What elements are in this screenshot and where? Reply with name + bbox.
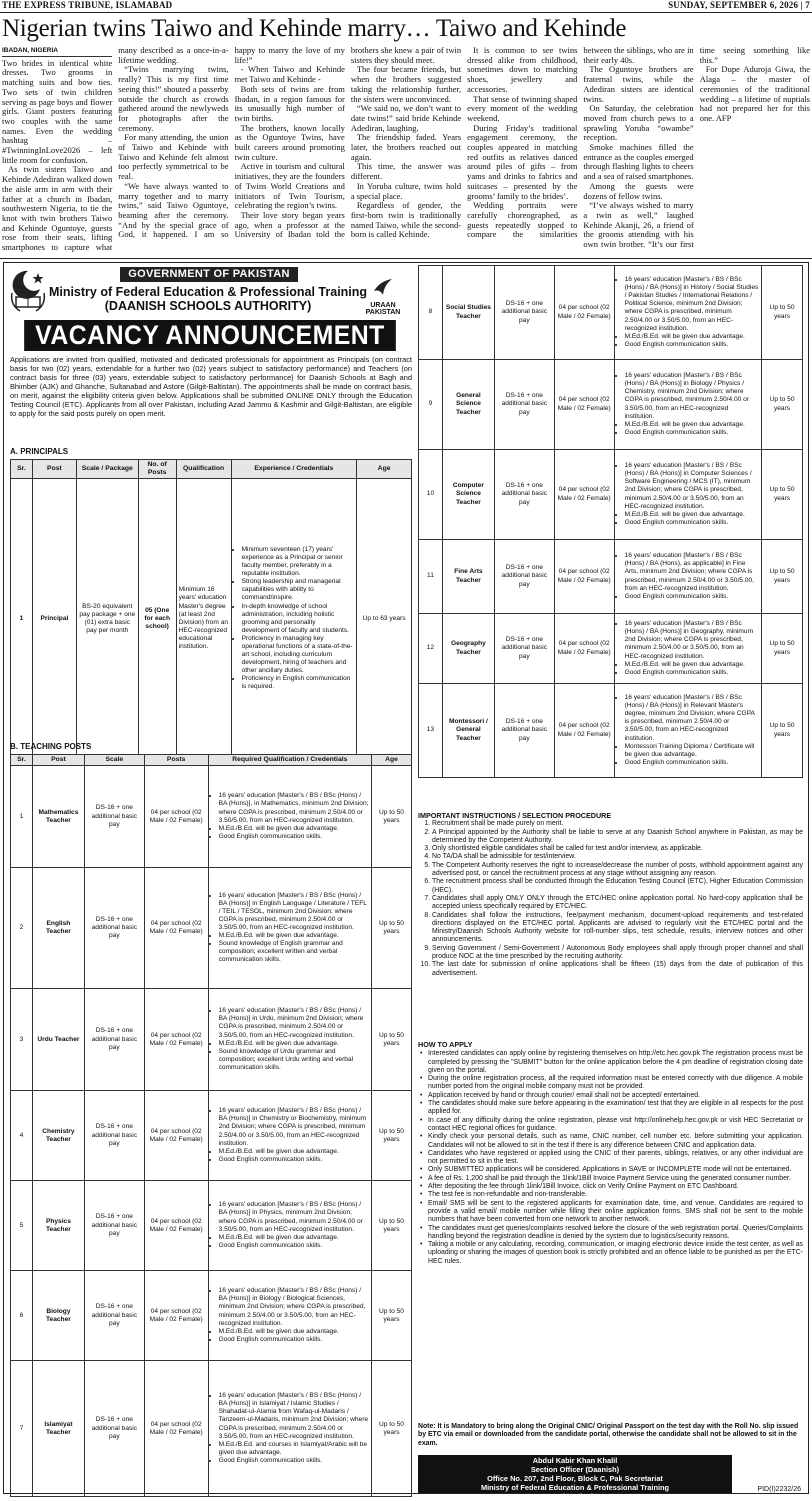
column-header: Age <box>372 755 412 766</box>
posts-cell: 04 per school (02 Male / 02 Female) <box>144 1271 208 1361</box>
column-header: Posts <box>144 755 208 766</box>
scale-cell: DS-16 + one additional basic pay <box>494 450 554 540</box>
sr-cell: 1 <box>11 479 33 759</box>
instruction-item: 7. Candidates shall apply ONLY ONLY through the ETC/HEC online application portal. No hard-copy application shall be accepted unless specifically required by ETC/HEC. <box>432 895 803 912</box>
article-paragraph: Active in tourism and cultural initiatives, they are the founders of Twins World Creations and initiators of Twin Tourism, celebrating the region’s twins. <box>234 161 345 211</box>
qualification-cell: Minimum 16 years' education Master's degree (at least 2nd Division) from an HEC-recognized educational institution. <box>176 479 231 759</box>
scale-cell: DS-16 + one additional basic pay <box>84 1361 144 1497</box>
column-header: Qualification <box>176 460 231 479</box>
article-paragraph: The friendship faded. Years later, the brothers reached out again. <box>350 132 462 162</box>
list-item: • 16 years' education [Master's / BS / BSc (Hons) / BA (Hons), as applicable] in Fine Arts, minimum 2nd Division; where CGPA is prescribed, minimum 2.50/4.00 or 3.50/5.00, from an HEC-recognized institution. <box>625 552 760 592</box>
signatory-city: Islamabad <box>556 1492 594 1501</box>
scale-cell: DS-16 + one additional basic pay <box>84 1181 144 1271</box>
qualification-list <box>617 552 760 601</box>
age-cell: Up to 50 years <box>762 684 803 778</box>
post-cell: General Science Teacher <box>442 360 494 450</box>
sr-cell: 6 <box>11 1271 33 1361</box>
experience-list <box>234 546 355 692</box>
instruction-item: 3. Only shortlisted eligible candidates shall be called for test and/or interview, as applicable. <box>432 845 803 853</box>
article-paragraph: The Oguntoye brothers are fraternal twins, while the Adediran sisters are identical twins. <box>583 64 694 104</box>
table-row <box>11 1091 412 1181</box>
list-item: • M.Ed./B.Ed. will be given due advantage. <box>219 1148 369 1156</box>
list-item: • Proficiency in English communication is required. <box>242 675 355 691</box>
list-item: • 16 years' education [Master's / BS / BSc (Hons) / BA (Hons)] in Relevant Master's degree, minimum 2nd Division; where CGPA is prescribed, minimum 2.50/4.00 or 3.50/5.00, from an HEC-recognized institution. <box>625 694 760 743</box>
post-cell: Biology Teacher <box>32 1271 84 1361</box>
article-paragraph: On Saturday, the celebration moved from church pews to a sprawling Yoruba “owambe” reception. <box>583 103 694 143</box>
age-cell: Up to 50 years <box>372 1181 412 1271</box>
list-item: • 16 years' education [Master's / BS / BSc (Hons) / BA (Hons)] in Urdu, minimum 2nd Division; where CGPA is prescribed, minimum 2.50/4.00 or 3.50/5.00, from an HEC-recognized institution. <box>219 1007 369 1039</box>
column-header: No. of Posts <box>138 460 176 479</box>
article-paragraph: Two brides in identical white dresses. Two grooms in matching suits and bow ties. Two sets of twin children serving as page boys and flower girls. Giant posters featuring two couples with the same names. Even the wedding hashtag – #TwinningInLove2026 – left little room for confusion. <box>2 57 113 165</box>
column-header: Sr. <box>11 460 33 479</box>
posts-cell: 05 (One for each school) <box>138 479 176 759</box>
post-cell: Physics Teacher <box>32 1181 84 1271</box>
ministry-name: Ministry of Federal Education & Professional Training <box>48 285 368 299</box>
sr-cell: 5 <box>11 1181 33 1271</box>
list-item: • Good English communication skills. <box>625 593 760 601</box>
signatory-box <box>418 1455 732 1501</box>
post-cell: Principal <box>32 479 76 759</box>
list-item: • Good English communication skills. <box>625 669 760 677</box>
sr-cell: 10 <box>419 450 443 540</box>
list-item: • M.Ed./B.Ed. will be given due advantage. <box>625 661 760 669</box>
list-item: • Good English communication skills. <box>219 1242 369 1250</box>
list-item: • Sound knowledge of Urdu grammar and composition; excellent Urdu writing and verbal communication skills. <box>219 1048 369 1072</box>
scale-cell: DS-16 + one additional basic pay <box>84 1091 144 1181</box>
sr-cell: 2 <box>11 868 33 989</box>
age-cell: Up to 50 years <box>372 766 412 868</box>
instructions-heading: IMPORTANT INSTRUCTIONS / SELECTION PROCEDURE <box>418 811 612 820</box>
scale-cell: DS-16 + one additional basic pay <box>494 266 554 360</box>
instruction-item: 5. The Competent Authority reserves the right to increase/decrease the number of posts, withhold appointment against any advertised post, or cancel the recruitment process at any stage without assigning any reason. <box>432 862 803 879</box>
list-item: • M.Ed./B.Ed. will be given due advantage. <box>625 333 760 341</box>
posts-cell: 04 per school (02 Male / 02 Female) <box>554 684 614 778</box>
table-row <box>11 868 412 989</box>
article-paragraph: Regardless of gender, the first-born twin is traditionally named Taiwo, while the second-born is called Kehinde. <box>350 200 462 240</box>
how-to-apply-item: • Taking a mobile or any calculating, recording, communication, or imaging electronic device inside the test center, as well as uploading or sharing the images of question book is strictly prohibited and an offence liable to be punished as per the ETC-HEC rules. <box>428 1241 803 1266</box>
qualification-cell <box>614 360 762 450</box>
how-to-apply-item: • Application received by hand or through courier/ email shall not be accepted/ entertained. <box>428 1092 803 1100</box>
age-cell: Up to 50 years <box>372 1091 412 1181</box>
sr-cell: 1 <box>11 766 33 868</box>
qualification-cell <box>614 266 762 360</box>
qualification-cell <box>208 1361 371 1497</box>
scale-cell: DS-16 + one additional basic pay <box>494 540 554 614</box>
list-item: • Minimum seventeen (17) years' experience as a Principal or senior faculty member, preferably in a reputable institution. <box>242 546 355 578</box>
qualification-list <box>617 276 760 349</box>
article-paragraph: The four became friends, but when the brothers suggested taking the relationship further, the sisters were unconvinced. <box>350 64 462 104</box>
list-item: • Good English communication skills. <box>219 1156 369 1164</box>
qualification-list <box>617 372 760 437</box>
list-item: • 16 years' education [Master's / BS / BSc (Hons) / BA (Hons)] in Geography, minimum 2nd Division; where CGPA is prescribed, minimum 2.50/4.00 or 3.50/5.00, from an HEC-recognized institution. <box>625 620 760 660</box>
article-paragraph: In Yoruba culture, twins hold a special place. <box>350 180 462 201</box>
sr-cell: 9 <box>419 360 443 450</box>
qualification-cell <box>208 766 371 868</box>
table-row <box>419 450 803 540</box>
article-paragraph: The brothers, known locally as the Oguntoye Twins, have built careers around promoting twin culture. <box>234 122 345 162</box>
qualification-cell <box>614 540 762 614</box>
how-to-apply-item: • During the online registration process, all the required information must be entered correctly with due diligence. A mobile number ported from the original mobile company must not be provided. <box>428 1075 803 1092</box>
qualification-list <box>211 1287 369 1344</box>
signatory-designation: Section Officer (Daanish) <box>530 1465 620 1474</box>
teaching-posts-heading: B. TEACHING POSTS <box>10 742 92 751</box>
vacancy-title: VACANCY ANNOUNCEMENT <box>24 320 396 351</box>
qualification-list <box>211 1107 369 1164</box>
post-cell: Geography Teacher <box>442 614 494 684</box>
table-row <box>419 684 803 778</box>
list-item: • Strong leadership and managerial capabilities with ability to command/inspire. <box>242 578 355 602</box>
article-body <box>2 46 810 256</box>
post-cell: Islamiyat Teacher <box>32 1361 84 1497</box>
how-to-apply-item: • Candidates who have registered or applied using the CNIC of their parents, siblings, relatives, or any other individual are not permitted to sit in the test. <box>428 1150 803 1167</box>
list-item: • Proficiency in managing key operational functions of a state-of-the-art school, including curriculum development, hiring of teachers and other ancillary duties. <box>242 635 355 675</box>
post-cell: Mathematics Teacher <box>32 766 84 868</box>
vacancy-advertisement <box>3 262 809 1501</box>
government-emblem-icon <box>8 267 48 315</box>
qualification-list <box>617 620 760 677</box>
how-to-apply-section <box>418 1041 803 1266</box>
list-item: • M.Ed./B.Ed. will be given due advantage. <box>219 1040 369 1048</box>
qualification-list <box>211 792 369 841</box>
posts-cell: 04 per school (02 Male / 02 Female) <box>144 1091 208 1181</box>
scale-cell: DS-16 + one additional basic pay <box>84 766 144 868</box>
article-paragraph: This time, the answer was different. <box>350 161 462 182</box>
teaching-posts-table <box>10 754 412 1497</box>
posts-cell: 04 per school (02 Male / 02 Female) <box>554 266 614 360</box>
posts-cell: 04 per school (02 Male / 02 Female) <box>554 614 614 684</box>
list-item: • 16 years' education [Master's / BS / BSc (Hons) / BA (Hons)] in History / Social Studies / Pakistan Studies / International Relations / Political Science, minimum 2nd Division; where CGPA is prescribed, minimum 2.50/4.00 or 3.50/5.00, from an HEC-recognized institution. <box>625 276 760 333</box>
qualification-cell <box>208 868 371 989</box>
posts-cell: 04 per school (02 Male / 02 Female) <box>144 868 208 989</box>
list-item: • Good English communication skills. <box>625 429 760 437</box>
qualification-cell <box>614 450 762 540</box>
instruction-item: 6. The recruitment process shall be conducted through the Education Testing Council (ETC), Higher Education Commission (HEC). <box>432 878 803 895</box>
qualification-cell <box>208 1181 371 1271</box>
how-to-apply-item: • The candidates must get queries/complaints resolved before the closure of the web registration portal. Queries/Complaints handling beyond the registration deadline is denied by the system due to logistics/security reasons. <box>428 1225 803 1242</box>
qualification-list <box>211 1201 369 1250</box>
teaching-posts-table-continued <box>418 265 803 778</box>
article-paragraph: That sense of twinning shaped every moment of the wedding weekend. <box>467 93 578 123</box>
qualification-cell <box>208 1271 371 1361</box>
table-row <box>11 766 412 868</box>
scale-cell: DS-16 + one additional basic pay <box>494 614 554 684</box>
posts-cell: 04 per school (02 Male / 02 Female) <box>554 450 614 540</box>
article-paragraph: - When Taiwo and Kehinde met Taiwo and Kehinde - <box>234 64 345 85</box>
posts-cell: 04 per school (02 Male / 02 Female) <box>144 766 208 868</box>
post-cell: Chemistry Teacher <box>32 1091 84 1181</box>
list-item: • 16 years' education [Master's / BS / BSc (Hons) / BA (Hons)] in Biology / Physics / Chemistry, minimum 2nd Division; where CGPA is prescribed, minimum 2.50/4.00 or 3.50/5.00, from an HEC-recognized institution. <box>625 372 760 421</box>
sr-cell: 4 <box>11 1091 33 1181</box>
how-to-apply-item: • Interested candidates can apply online by registering themselves on http://etc.hec.gov.pk The registration process must be completed by pressing the "SUBMIT" button for the online application before the 4 pm deadline of registration closing date given on the portal. <box>428 1050 803 1075</box>
age-cell: Up to 50 years <box>762 450 803 540</box>
instructions-list <box>418 820 803 978</box>
qualification-cell <box>208 1091 371 1181</box>
table-row <box>419 540 803 614</box>
list-item: • Good English communication skills. <box>219 833 369 841</box>
instruction-item: 8. Candidates shall follow the instructions, fee/payment mechanism, document-upload requirements and test-related directions displayed on the ETC/HEC portal. Applicants are advised to regularly visit the ETC/HEC portal and the Ministry/Daanish Schools Authority website for roll-number slips, test schedule, results, interview notices and other announcements. <box>432 912 803 945</box>
article-paragraph: Their love story began years ago, when a professor at the University of Ibadan told the brothers she knew a pair of twin sisters they should meet. <box>234 45 462 240</box>
sr-cell: 11 <box>419 540 443 614</box>
list-item: • 16 years' education [Master's / BS / BSc (Hons) / BA (Hons)] in Computer Sciences / Software Engineering / MCS (IT), minimum 2nd Division; where CGPA is prescribed, minimum 2.50/4.00 or 3.50/5.00, from an HEC-recognized institution. <box>625 462 760 511</box>
column-header: Post <box>32 755 84 766</box>
qualification-list <box>211 892 369 965</box>
table-row <box>419 614 803 684</box>
article-byline: IBADAN, NIGERIA <box>2 46 112 57</box>
how-to-apply-item: • Email/ SMS will be sent to the registered applicants for examination date, time, and venue. Candidates are required to provide a valid email/ mobile number while filling their online application forms. SMS shall not be sent to the mobile numbers that have been converted from one network to another network. <box>428 1200 803 1225</box>
instruction-item: 10. The last date for submission of online applications shall be fifteen (15) days from the date of publication of this advertisement. <box>432 961 803 978</box>
list-item: • Good English communication skills. <box>625 341 760 349</box>
list-item: • M.Ed./B.Ed. will be given due advantage. <box>625 421 760 429</box>
table-row <box>419 360 803 450</box>
post-cell: Fine Arts Teacher <box>442 540 494 614</box>
experience-cell <box>231 479 357 759</box>
list-item: • M.Ed./B.Ed. will be given due advantage. <box>219 1328 369 1336</box>
list-item: • M.Ed./B.Ed. and courses in Islamiyat/Arabic will be given due advantage. <box>219 1441 369 1457</box>
sr-cell: 7 <box>11 1361 33 1497</box>
sr-cell: 12 <box>419 614 443 684</box>
uraan-pakistan-logo <box>353 277 413 317</box>
article-paragraph: “Twins marrying twins, really? This is my first time seeing this!” shouted a passerby outside the church as crowds gathered around the newlyweds for photographs after the ceremony. <box>118 64 229 133</box>
how-to-apply-item: • In case of any difficulty during the online registration, please visit http://onlinehelp.hec.gov.pk or visit HEC Secretariat or contact HEC regional offices for guidance. <box>428 1117 803 1134</box>
article-paragraph: For Dupe Aduroja Giwa, the Alaga – the master of ceremonies of the traditional wedding – a lifetime of nuptials had not prepared her for this one. AFP <box>699 64 810 123</box>
list-item: • 16 years' education [Master's / BS / BSc (Hons) / BA (Hons)], in Mathematics, minimum 2nd Division; where CGPA is prescribed, minimum 2.50/4.00 or 3.50/5.00, from an HEC-recognized institution. <box>219 792 369 824</box>
age-cell: Up to 50 years <box>372 868 412 989</box>
column-header: Age <box>357 460 412 479</box>
list-item: • 16 years' education [Master's / BS / BSc (Hons) / BA (Hons)] in Islamiyat / Islamic Studies / Shahadat-ul-Alamia from Wafaq-ul-Madaris / Tanzeem-ul-Madaris, minimum 2nd Division; where CGPA is prescribed, minimum 2.50/4.00 or 3.50/5.00, from an HEC-recognized institution. <box>219 1392 369 1441</box>
list-item: • In-depth knowledge of school administration, including holistic grooming and personality development of faculty and students. <box>242 603 355 635</box>
age-cell: Up to 50 years <box>762 266 803 360</box>
article-paragraph: For many attending, the union of Taiwo and Kehinde with Taiwo and Kehinde felt almost too perfectly symmetrical to be real. <box>118 132 229 182</box>
how-to-apply-item: • The test fee is non-refundable and non-transferable. <box>428 1191 803 1199</box>
table-row <box>11 479 412 759</box>
authority-name: (DAANISH SCHOOLS AUTHORITY) <box>104 299 312 313</box>
sr-cell: 3 <box>11 989 33 1091</box>
table-row <box>11 989 412 1091</box>
table-row <box>11 1361 412 1497</box>
signatory-name: Abdul Kabir Khan Khalil <box>532 1456 618 1465</box>
instructions-section <box>418 812 803 978</box>
article-paragraph: During Friday’s traditional engagement ceremony, the couples appeared in matching red outfits as relatives danced around piles of gifts – from yams and drinks to fabrics and suitcases – presented by the grooms’ family to the brides’. <box>467 122 578 201</box>
post-cell: Social Studies Teacher <box>442 266 494 360</box>
age-cell: Up to 50 years <box>762 614 803 684</box>
list-item: • M.Ed./B.Ed. will be given due advantage. <box>219 825 369 833</box>
age-cell: Up to 63 years <box>357 479 412 759</box>
scale-cell: DS-16 + one additional basic pay <box>84 868 144 989</box>
uraan-logo-text: URAAN PAKISTAN <box>365 302 401 316</box>
list-item: • Good English communication skills. <box>219 1457 369 1465</box>
principals-heading: A. PRINCIPALS <box>10 447 69 456</box>
ministry-heading <box>48 285 368 313</box>
column-header: Scale / Package <box>76 460 138 479</box>
posts-cell: 04 per school (02 Male / 02 Female) <box>554 360 614 450</box>
instruction-item: 1. Recruitment shall be made purely on merit. <box>432 820 803 828</box>
issue-date: SUNDAY, SEPTEMBER 6, 2026 | 7 <box>668 0 810 10</box>
post-cell: Montessori / General Teacher <box>442 684 494 778</box>
column-header: Sr. <box>11 755 33 766</box>
column-header: Required Qualification / Credentials <box>208 755 371 766</box>
age-cell: Up to 50 years <box>372 1271 412 1361</box>
article-paragraph: It is common to see twins dressed alike from childhood, sometimes down to matching shoes, jewellery and accessories. <box>467 45 578 94</box>
sr-cell: 13 <box>419 684 443 778</box>
scale-cell: DS-16 + one additional basic pay <box>494 684 554 778</box>
age-cell: Up to 50 years <box>762 540 803 614</box>
how-to-apply-list <box>418 1050 803 1266</box>
list-item: • Good English communication skills. <box>219 1336 369 1344</box>
government-banner: GOVERNMENT OF PAKISTAN <box>120 267 298 282</box>
list-item: • Sound knowledge of English grammar and composition; excellent written and verbal communication skills. <box>219 940 369 964</box>
principals-table <box>10 459 412 759</box>
column-header: Post <box>32 460 76 479</box>
signatory-ministry: Ministry of Federal Education & Professional Training <box>480 1483 670 1492</box>
how-to-apply-item: • A fee of Rs. 1,200 shall be paid through the 1link/1Bill Invoice Payment Service using the generated consumer number. <box>428 1175 803 1183</box>
mandatory-note: Note: It is Mandatory to bring along the Original CNIC/ Original Passport on the test day with the Roll No. slip issued by ETC via email or downloaded from the candidate portal, otherwise the candidate shall not be allowed to sit in the exam. <box>418 1423 799 1447</box>
article-paragraph: Wedding portraits were carefully choreographed, as guests repeatedly stopped to compare the similarities between the siblings, who are in their early 40s. <box>467 45 694 240</box>
post-cell: English Teacher <box>32 868 84 989</box>
how-to-apply-item: • The candidates should make sure before appearing in the examination/ test that they are eligible in all respects for the post applied for. <box>428 1100 803 1117</box>
table-row <box>11 1271 412 1361</box>
posts-cell: 04 per school (02 Male / 02 Female) <box>144 989 208 1091</box>
how-to-apply-item: • After depositing the fee through 1link/1Bill Invoice, click on Verify Online Payment on ETC Dashboard. <box>428 1183 803 1191</box>
list-item: • 16 years' education [Master's / BS / BSc (Hons) / BA (Hons)] in Biology / Biological Sciences, minimum 2nd Division; where CGPA is prescribed, minimum 2.50/4.00 or 3.50/5.00, from an HEC-recognized institution. <box>219 1287 369 1327</box>
how-to-apply-item: • Only SUBMITTED applications will be considered. Applications in SAVE or INCOMPLETE mode will not be entertained. <box>428 1166 803 1174</box>
list-item: • M.Ed./B.Ed. will be given due advantage. <box>625 511 760 519</box>
posts-cell: 04 per school (02 Male / 02 Female) <box>554 540 614 614</box>
uraan-bird-icon <box>372 277 394 297</box>
signature-block <box>418 1455 803 1501</box>
posts-cell: 04 per school (02 Male / 02 Female) <box>144 1181 208 1271</box>
masthead <box>0 0 812 13</box>
qualification-cell <box>614 614 762 684</box>
instruction-item: 4. No TA/DA shall be admissible for test/interview. <box>432 853 803 861</box>
table-row <box>11 1181 412 1271</box>
qualification-list <box>617 462 760 527</box>
newspaper-name: THE EXPRESS TRIBUNE, ISLAMABAD <box>2 0 173 10</box>
qualification-list <box>617 694 760 767</box>
article-paragraph: Among the guests were dozens of fellow twins. <box>583 180 694 201</box>
list-item: • Good English communication skills. <box>625 519 760 527</box>
instruction-item: 2. A Principal appointed by the Authority shall be liable to serve at any Daanish School anywhere in Pakistan, as may be determined by the Competent Authority. <box>432 829 803 846</box>
column-header: Scale <box>84 755 144 766</box>
article-paragraph: As twin sisters Taiwo and Kehinde Adediran walked down the aisle arm in arm with their father at a church in Ibadan, southwestern Nigeria, to tie the knot with twin brothers Taiwo and Kehinde Oguntoye, guests rose from their seats, lifting smartphones to capture what many described as a once-in-a-lifetime wedding. <box>2 45 229 253</box>
list-item: • M.Ed./B.Ed. will be given due advantage. <box>219 932 369 940</box>
how-to-apply-heading: HOW TO APPLY <box>418 1040 473 1049</box>
list-item: • Montessori Training Diploma / Certificate will be given due advantage. <box>625 743 760 759</box>
age-cell: Up to 50 years <box>372 989 412 1091</box>
sr-cell: 8 <box>419 266 443 360</box>
qualification-list <box>211 1392 369 1465</box>
scale-cell: BS-20 equivalent pay package + one (01) extra basic pay per month <box>76 479 138 759</box>
posts-cell: 04 per school (02 Male / 02 Female) <box>144 1361 208 1497</box>
scale-cell: DS-16 + one additional basic pay <box>84 1271 144 1361</box>
age-cell: Up to 50 years <box>762 360 803 450</box>
list-item: • 16 years' education [Master's / BS / BSc (Hons) / BA (Hons)] in Chemistry or Biochemistry, minimum 2nd Division; where CGPA is prescribed, minimum 2.50/4.00 or 3.50/5.00, from an HEC-recognized institution. <box>219 1107 369 1147</box>
article-paragraph: “I’ve always wished to marry a twin as well,” laughed Kehinde Akanji, 26, a friend of the grooms attending with his own twin brother. “It’s our first time seeing something like this.” <box>583 45 810 250</box>
article-paragraph: “We said no, we don’t want to date twins!” said bride Kehinde Adediran, laughing. <box>350 103 462 133</box>
list-item: • 16 years' education [Master's / BS / BSc (Hons) / BA (Hons)] in Physics, minimum 2nd Division; where CGPA is prescribed, minimum 2.50/4.00 or 3.50/5.00, from an HEC-recognized institution. <box>219 1201 369 1233</box>
scale-cell: DS-16 + one additional basic pay <box>494 360 554 450</box>
scale-cell: DS-16 + one additional basic pay <box>84 989 144 1091</box>
section-divider <box>0 258 812 259</box>
article-paragraph: Both sets of twins are from Ibadan, in a region famous for its unusually high number of twin births. <box>234 83 345 123</box>
article-headline: Nigerian twins Taiwo and Kehinde marry… Taiwo and Kehinde <box>2 15 627 42</box>
qualification-list <box>211 1007 369 1072</box>
qualification-cell <box>614 684 762 778</box>
list-item: • 16 years' education [Master's / BS / BSc (Hons) / BA (Hons)] in English Language / Literature / TEFL / TEIL / TESOL, minimum 2nd Division; where CGPA is prescribed, minimum 2.50/4.00 or 3.50/5.00, from an HEC-recognized institution. <box>219 892 369 932</box>
qualification-cell <box>208 989 371 1091</box>
signatory-office: Office No. 207, 2nd Floor, Block C, Pak Secretariat <box>487 1474 663 1483</box>
vacancy-intro: Applications are invited from qualified, motivated and dedicated professionals for appointment as Principals (on contract basis for two (02) years, extendable for a further two (02) years subject to satisfactory performance) and Teachers (on contract basis for three (03) years, extendable subject to satisfactory performance) for Daanish Schools at Bagh and Bhimber (AJK) and Ghanche, Sultanabad and Astore (Gilgit-Baltistan). The appointments shall be made on contract basis, on merit, against the eligibility criteria given below. Applications shall be submitted ONLINE ONLY through the Education Testing Council (ETC). Applicants from all over Pakistan, including Azad Jammu & Kashmir and Gilgit-Baltistan, are eligible to apply for the said posts purely on open merit. <box>10 355 412 418</box>
post-cell: Urdu Teacher <box>32 989 84 1091</box>
article-paragraph: Smoke machines filled the entrance as the couples emerged through flashing lights to cheers and a sea of raised smartphones. <box>583 142 694 182</box>
post-cell: Computer Science Teacher <box>442 450 494 540</box>
pid-number: PID(I)2232/26 <box>757 1486 801 1493</box>
article-paragraph: “We have always wanted to marry together and to marry twins,” said Taiwo Oguntoye, beaming after the ceremony. “And by the special grace of God, it happened. I am so happy to marry the love of my life!” <box>118 45 345 240</box>
age-cell: Up to 50 years <box>372 1361 412 1497</box>
instruction-item: 9. Serving Government / Semi-Government / Autonomous Body employees shall apply through proper channel and shall produce NOC at the time prescribed by the recruiting authority. <box>432 945 803 962</box>
how-to-apply-item: • Kindly check your personal details, such as name, CNIC number, cell number etc. before submitting your application. Candidates will not be allowed to sit in the test if there is any difference between CNIC and application data. <box>428 1133 803 1150</box>
list-item: • M.Ed./B.Ed. will be given due advantage. <box>219 1234 369 1242</box>
table-row <box>419 266 803 360</box>
list-item: • Good English communication skills. <box>625 759 760 767</box>
column-header: Experience / Credentials <box>231 460 357 479</box>
